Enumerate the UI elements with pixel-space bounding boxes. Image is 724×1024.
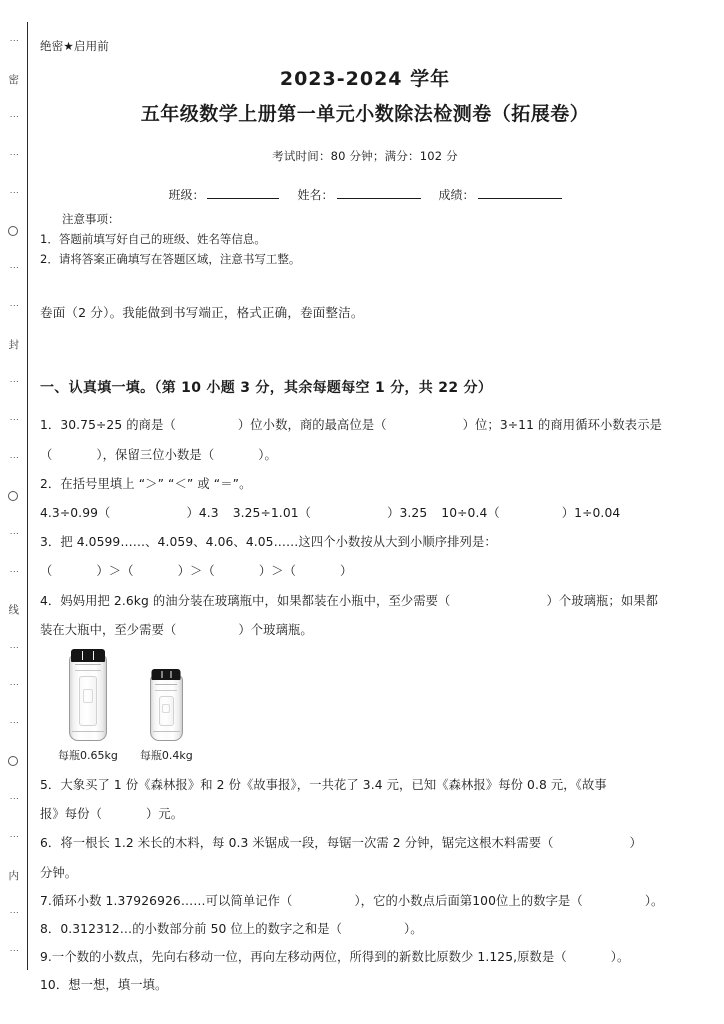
- question-10: 10．想一想，填一填。: [40, 977, 168, 992]
- note-item: 1．答题前填写好自己的班级、姓名等信息。: [40, 232, 266, 247]
- question-4: [40, 589, 690, 614]
- seal-dots: ⋮: [8, 112, 19, 123]
- seal-dots: ⋮: [8, 263, 19, 274]
- q5-text-a: 报》每份（: [40, 807, 102, 822]
- bottle-caption-large: 每瓶0.65kg: [58, 749, 118, 762]
- bottle-item-small: [140, 675, 193, 763]
- class-field[interactable]: [168, 186, 279, 203]
- seal-dots: ⋮: [8, 680, 19, 691]
- q1-text-e: ），保留三位小数是（: [96, 447, 215, 462]
- bottle-inner-filter: [79, 676, 96, 726]
- bottle-figure: [58, 655, 690, 763]
- score-field[interactable]: [439, 186, 562, 203]
- bottle-item-large: [58, 655, 118, 763]
- bottle-inner-filter: [159, 696, 174, 726]
- title-block: [40, 64, 690, 126]
- q2-item-1: [233, 506, 428, 520]
- page-title: 五年级数学上册第一单元小数除法检测卷（拓展卷）: [140, 103, 590, 125]
- q4-text-d: ）个玻璃瓶。: [238, 622, 313, 637]
- question-5: 5．大象买了 1 份《森林报》和 2 份《故事报》，一共花了 3.4 元，已知《森林报》每份 0.8 元，《故事: [40, 778, 607, 792]
- notes-block: [40, 209, 690, 269]
- q5-text-b: ）元。: [146, 807, 184, 822]
- question-3-answer-row: [40, 559, 690, 584]
- seal-line-margin: [0, 22, 28, 970]
- q7-text-a: 7.循环小数 1.37926926……可以简单记作（: [40, 893, 293, 908]
- q9-text-b: ）。: [610, 949, 630, 964]
- seal-dots: ⋮: [8, 907, 19, 918]
- seal-dots: ⋮: [8, 187, 19, 198]
- seal-char-2: 封: [7, 339, 20, 350]
- seal-line-column: [0, 22, 26, 970]
- question-6-cont: 分钟。: [40, 865, 78, 880]
- secret-label: 绝密★启用前: [40, 39, 110, 53]
- bottle-base: [72, 731, 104, 737]
- q2-item-2: [441, 506, 620, 520]
- q8-text-b: ）。: [404, 921, 423, 936]
- bottle-cap-icon: [71, 649, 105, 662]
- seal-dots: ⋮: [8, 149, 19, 160]
- bottle-neck: [75, 664, 101, 671]
- q2-item-1-right: ）3.25: [387, 505, 428, 520]
- question-2: 2．在括号里填上 “＞” “＜” 或 “＝”。: [40, 476, 252, 491]
- q2-item-1-left: 3.25÷1.01（: [232, 505, 312, 520]
- seal-dots: ⋮: [8, 301, 19, 312]
- question-1: [40, 413, 690, 438]
- seal-dots: ⋮: [8, 718, 19, 729]
- seal-dots: ⋮: [8, 566, 19, 577]
- seal-ring-icon: [8, 491, 18, 501]
- q2-item-2-right: ）1÷0.04: [561, 505, 621, 520]
- question-8: [40, 918, 690, 942]
- q2-item-0-right: ）4.3: [186, 505, 219, 520]
- q1-text-b: ）位小数，商的最高位是（: [237, 418, 387, 433]
- seal-ring-icon: [8, 226, 18, 236]
- q2-item-2-left: 10÷0.4（: [441, 505, 500, 520]
- question-3: 3．把 4.0599……、4.059、4.06、4.05……这四个小数按从大到小顺序排列是：: [40, 535, 497, 550]
- notes-title: 注意事项：: [62, 212, 120, 226]
- q4-text-c: 装在大瓶中，至少需要（: [40, 622, 177, 637]
- name-label: 姓名：: [297, 188, 334, 202]
- seal-dots: ⋮: [8, 831, 19, 842]
- question-1-cont: [40, 443, 690, 468]
- question-5-cont: [40, 802, 690, 827]
- name-field[interactable]: [297, 186, 420, 203]
- class-label: 班级：: [168, 188, 205, 202]
- q6-text-b: ）: [629, 836, 642, 851]
- q3-text-a: （: [40, 564, 53, 579]
- exam-meta: 考试时间：80 分钟；满分：102 分: [272, 149, 458, 163]
- question-2-items: [40, 501, 690, 526]
- student-info-row: [40, 186, 690, 203]
- seal-dots: ⋮: [8, 945, 19, 956]
- title-year: 2023-2024 学年: [279, 68, 451, 90]
- q1-text-c: ）位；3÷11 的商用循环小数表示是: [462, 418, 662, 433]
- q6-text-a: 6．将一根长 1.2 米长的木料，每 0.3 米锯成一段，每锯一次需 2 分钟，锯完这根木料需要（: [40, 836, 554, 851]
- bottle-cap-icon: [152, 669, 181, 680]
- seal-ring-icon: [8, 756, 18, 766]
- bottle-caption-small: 每瓶0.4kg: [139, 749, 193, 762]
- q2-item-0: [40, 506, 219, 520]
- cover-note: 卷面（2 分）。我能做到书写端正，格式正确，卷面整洁。: [40, 305, 364, 321]
- q2-item-0-left: 4.3÷0.99（: [40, 505, 111, 520]
- question-4-cont: [40, 618, 690, 643]
- q4-text-a: 4．妈妈用把 2.6kg 的油分装在玻璃瓶中，如果都装在小瓶中，至少需要（: [40, 593, 451, 608]
- seal-dots: ⋮: [8, 642, 19, 653]
- exam-paper-page: [28, 0, 724, 1024]
- q7-text-b: ），它的小数点后面第100位上的数字是（: [354, 893, 583, 908]
- q8-text-a: 8．0.312312…的小数部分前 50 位上的数字之和是（: [40, 921, 343, 936]
- glass-bottle-large-icon: [69, 655, 107, 741]
- seal-dots: ⋮: [8, 528, 19, 539]
- seal-dots: ⋮: [8, 35, 19, 46]
- seal-dots: ⋮: [8, 453, 19, 464]
- question-9: [40, 946, 690, 970]
- q3-text-b: ）＞（: [96, 564, 134, 579]
- section-one-heading: 一、认真填一填。（第 10 小题 3 分，其余每题每空 1 分，共 22 分）: [40, 380, 493, 397]
- class-input-blank[interactable]: [207, 186, 279, 199]
- seal-dots: ⋮: [8, 377, 19, 388]
- q3-text-c: ）＞（: [177, 564, 215, 579]
- seal-char-0: 密: [7, 73, 20, 85]
- seal-dots: ⋮: [8, 793, 19, 804]
- score-label: 成绩：: [438, 188, 475, 202]
- glass-bottle-small-icon: [150, 675, 183, 741]
- questions-list: [40, 413, 690, 997]
- q1-text-f: ）。: [258, 447, 277, 462]
- seal-dots: ⋮: [8, 415, 19, 426]
- q3-text-e: ）: [340, 564, 353, 579]
- q9-text-a: 9.一个数的小数点，先向右移动一位，再向左移动两位，所得到的新数比原数少 1.125,原数是（: [40, 949, 567, 964]
- name-input-blank[interactable]: [337, 186, 421, 199]
- note-item: 2．请将答案正确填写在答题区域，注意书写工整。: [40, 252, 301, 267]
- q3-text-d: ）＞（: [258, 564, 297, 579]
- q7-text-c: ）。: [644, 893, 664, 908]
- question-7: [40, 890, 690, 914]
- score-input-blank[interactable]: [478, 186, 562, 199]
- q1-text-d: （: [40, 447, 53, 462]
- question-6: [40, 831, 690, 856]
- q1-text-a: 1．30.75÷25 的商是（: [40, 418, 176, 433]
- bottle-neck: [155, 684, 177, 691]
- bottle-base: [153, 731, 180, 737]
- seal-char-4: 线: [7, 604, 20, 615]
- q4-text-b: ）个玻璃瓶；如果都: [546, 593, 659, 608]
- seal-char-6: 内: [7, 869, 20, 881]
